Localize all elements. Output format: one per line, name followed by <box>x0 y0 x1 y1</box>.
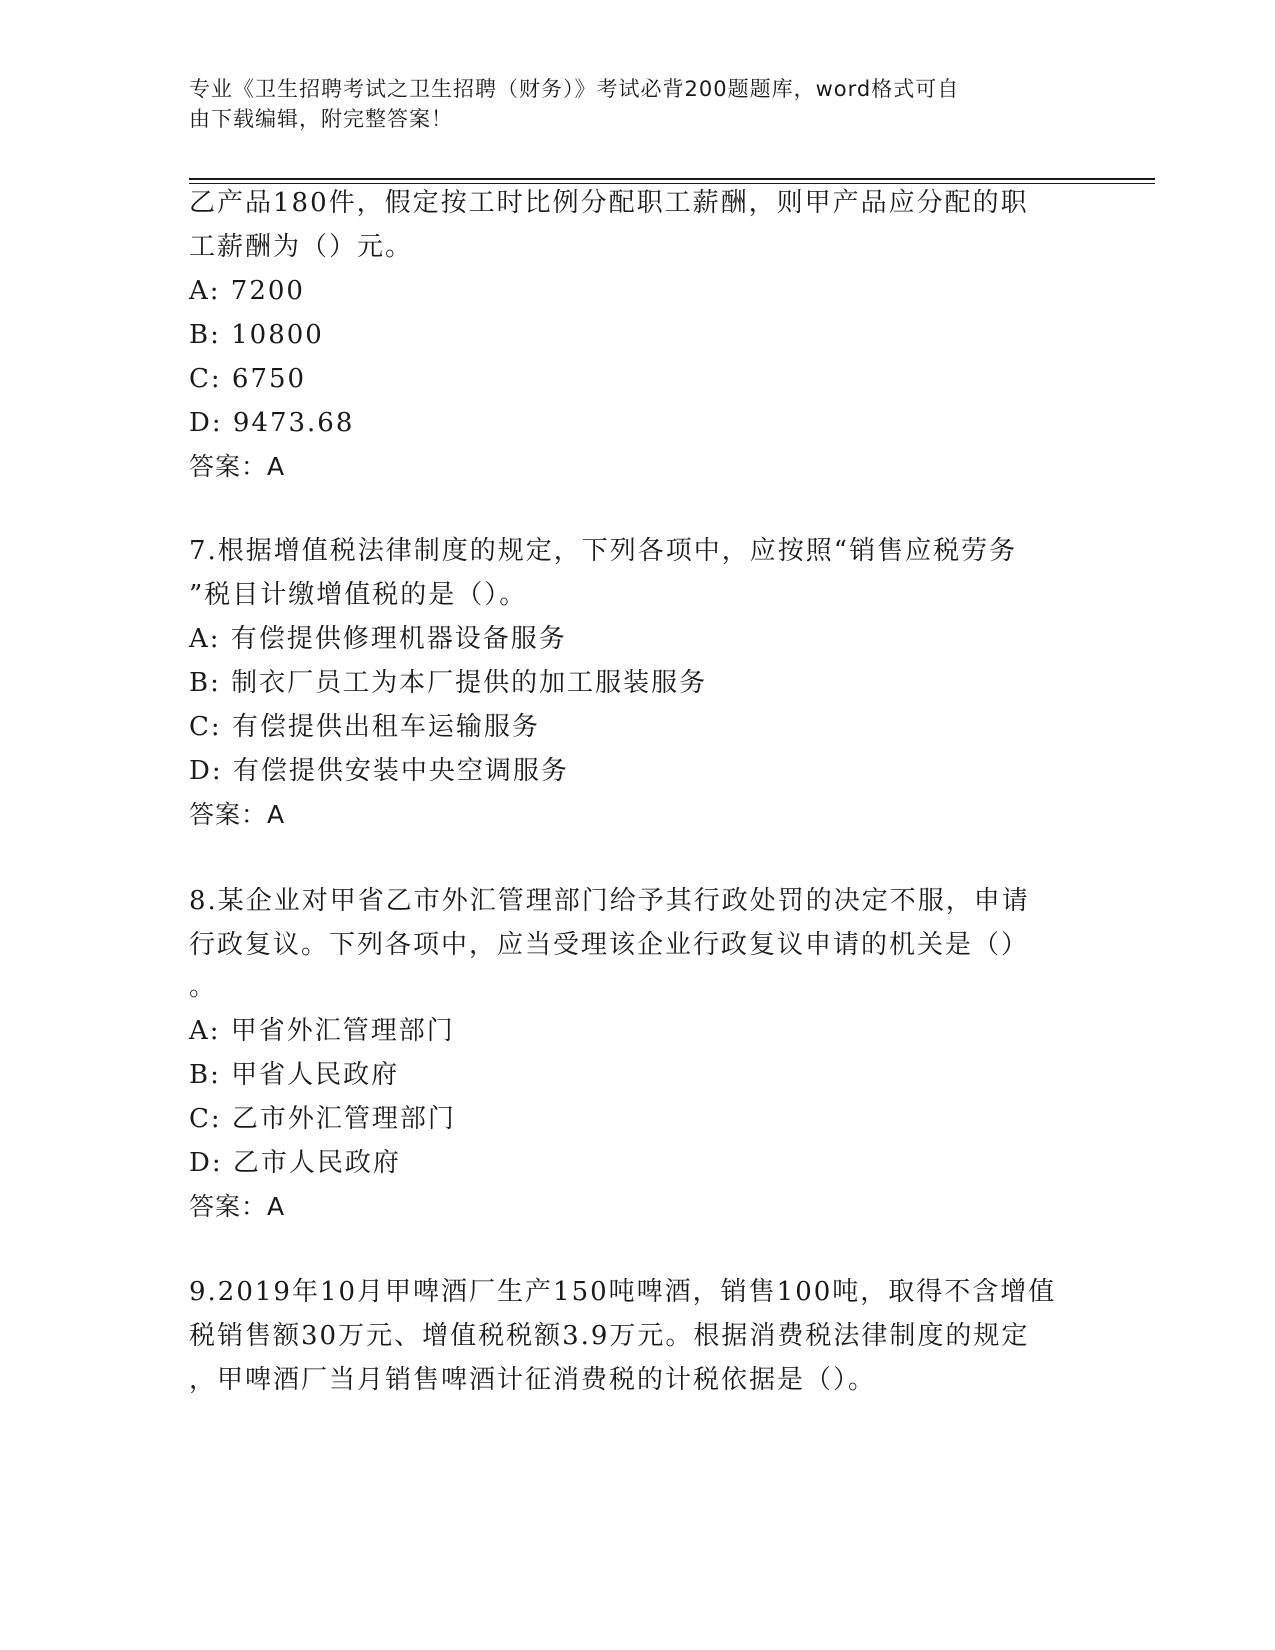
question-stem-line: ”税目计缴增值税的是（）。 <box>189 580 528 610</box>
document-header <box>189 74 1079 134</box>
option-c: C: 6750 <box>189 364 307 394</box>
option-d: D: 9473.68 <box>189 408 355 438</box>
header-divider-thin <box>189 183 1155 184</box>
header-title-line-2: 由下载编辑，附完整答案！ <box>189 107 453 131</box>
question-stem-line: 9.2019年10月甲啤酒厂生产150吨啤酒，销售100吨，取得不含增值 <box>189 1277 1057 1307</box>
option-c: C: 乙市外汇管理部门 <box>189 1104 456 1134</box>
question-stem-line: 税销售额30万元、增值税税额3.9万元。根据消费税法律制度的规定 <box>189 1321 1030 1351</box>
question-stem-line: 工薪酬为（）元。 <box>189 232 414 262</box>
option-b: B: 甲省人民政府 <box>189 1060 400 1090</box>
question-stem-line: 8.某企业对甲省乙市外汇管理部门给予其行政处罚的决定不服，申请 <box>189 886 1030 916</box>
option-a: A: 7200 <box>189 276 305 306</box>
option-b: B: 制衣厂员工为本厂提供的加工服装服务 <box>189 668 708 698</box>
question-stem-line: 7.根据增值税法律制度的规定，下列各项中，应按照“销售应税劳务 <box>189 536 1018 566</box>
header-divider-thick <box>189 178 1155 180</box>
answer-line: 答案：A <box>189 1192 286 1221</box>
answer-line: 答案：A <box>189 452 286 481</box>
option-b: B: 10800 <box>189 320 324 350</box>
question-stem-line: 。 <box>189 972 218 1002</box>
question-stem-line: 乙产品180件，假定按工时比例分配职工薪酬，则甲产品应分配的职 <box>189 188 1029 218</box>
option-d: D: 有偿提供安装中央空调服务 <box>189 756 569 786</box>
option-a: A: 甲省外汇管理部门 <box>189 1016 455 1046</box>
header-title-line-1: 专业《卫生招聘考试之卫生招聘（财务）》考试必背200题题库，word格式可自 <box>189 77 960 101</box>
question-stem-line: ，甲啤酒厂当月销售啤酒计征消费税的计税依据是（）。 <box>189 1365 877 1395</box>
option-d: D: 乙市人民政府 <box>189 1148 401 1178</box>
answer-line: 答案：A <box>189 800 286 829</box>
question-stem-line: 行政复议。下列各项中，应当受理该企业行政复议申请的机关是（） <box>189 930 1030 960</box>
option-c: C: 有偿提供出租车运输服务 <box>189 712 540 742</box>
option-a: A: 有偿提供修理机器设备服务 <box>189 624 567 654</box>
